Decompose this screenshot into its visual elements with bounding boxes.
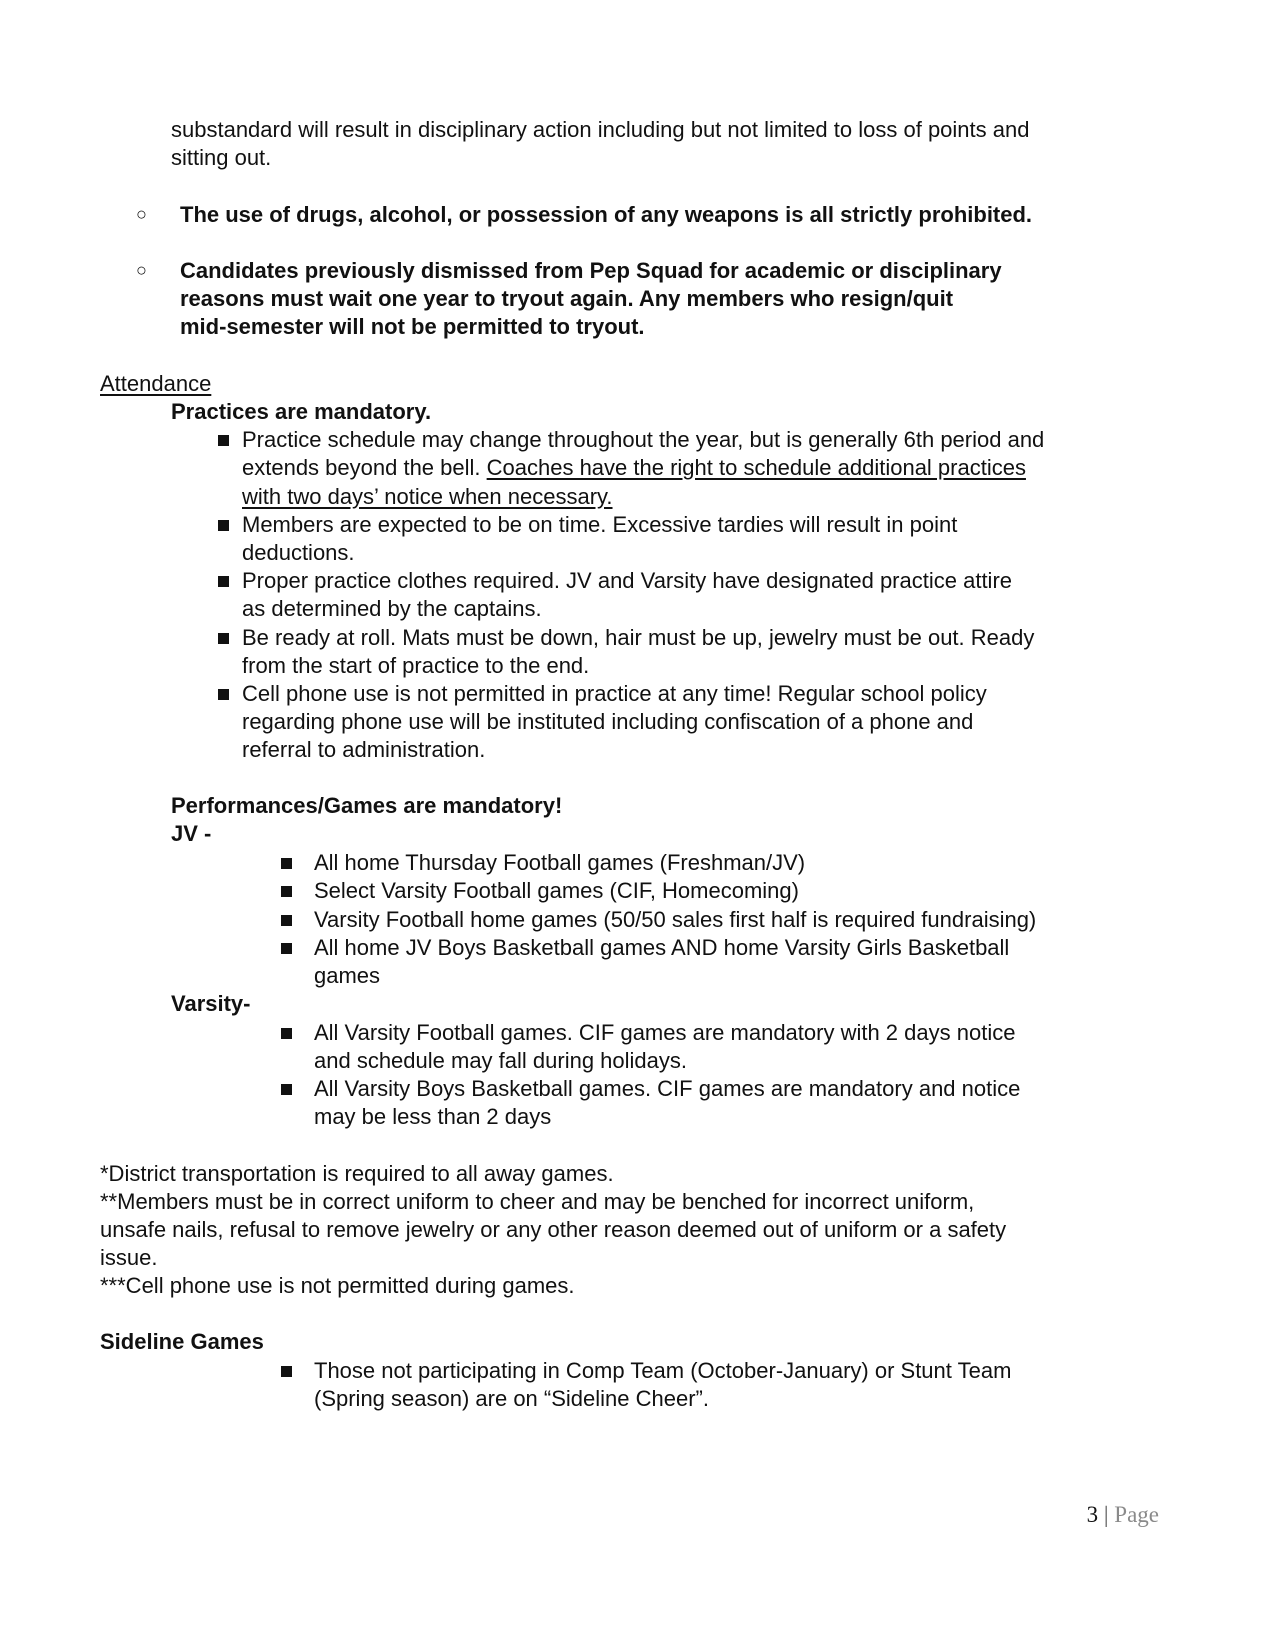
practice-item-text: regarding phone use will be instituted including confiscation of a phone and bbox=[242, 709, 974, 734]
rule-text: mid-semester will not be permitted to tryout. bbox=[180, 314, 645, 339]
rule-text: reasons must wait one year to tryout again. Any members who resign/quit bbox=[180, 286, 954, 311]
attendance-heading: Attendance bbox=[100, 371, 212, 396]
rule-text: Candidates previously dismissed from Pep Squad for academic or disciplinary bbox=[180, 258, 1002, 283]
circle-bullet-icon: ○ bbox=[136, 204, 147, 224]
circle-bullet-icon: ○ bbox=[136, 260, 147, 280]
jv-label: JV - bbox=[171, 821, 212, 846]
sideline-item-text: (Spring season) are on “Sideline Cheer”. bbox=[314, 1386, 709, 1411]
square-bullet-icon bbox=[281, 915, 292, 926]
practice-item-text: with two days’ notice when necessary. bbox=[242, 484, 613, 509]
practice-item-text: Cell phone use is not permitted in practice at any time! Regular school policy bbox=[242, 681, 987, 706]
square-bullet-icon bbox=[218, 520, 229, 531]
practice-item-text: referral to administration. bbox=[242, 737, 486, 762]
square-bullet-icon bbox=[218, 633, 229, 644]
square-bullet-icon bbox=[281, 1028, 292, 1039]
jv-item-text: All home JV Boys Basketball games AND home Varsity Girls Basketball bbox=[314, 935, 1010, 960]
jv-item-text: Select Varsity Football games (CIF, Homecoming) bbox=[314, 878, 799, 903]
square-bullet-icon bbox=[218, 576, 229, 587]
continuation-line: sitting out. bbox=[171, 145, 272, 170]
note-line: *District transportation is required to all away games. bbox=[100, 1161, 614, 1186]
continuation-line: substandard will result in disciplinary action including but not limited to loss of points and bbox=[171, 117, 1030, 142]
practice-item-text: Be ready at roll. Mats must be down, hair must be up, jewelry must be out. Ready bbox=[242, 625, 1035, 650]
practice-item-text: extends beyond the bell. Coaches have the right to schedule additional practices bbox=[242, 455, 1026, 480]
square-bullet-icon bbox=[281, 1366, 292, 1377]
page-label: Page bbox=[1114, 1502, 1159, 1527]
square-bullet-icon bbox=[281, 943, 292, 954]
square-bullet-icon bbox=[281, 858, 292, 869]
performances-heading: Performances/Games are mandatory! bbox=[171, 793, 563, 818]
varsity-item-text: All Varsity Football games. CIF games are mandatory with 2 days notice bbox=[314, 1020, 1016, 1045]
square-bullet-icon bbox=[281, 886, 292, 897]
note-line: issue. bbox=[100, 1245, 158, 1270]
varsity-item-text: All Varsity Boys Basketball games. CIF games are mandatory and notice bbox=[314, 1076, 1021, 1101]
note-line: unsafe nails, refusal to remove jewelry or any other reason deemed out of uniform or a safety bbox=[100, 1217, 1007, 1242]
practice-item-text: deductions. bbox=[242, 540, 355, 565]
sideline-item-text: Those not participating in Comp Team (October-January) or Stunt Team bbox=[314, 1358, 1012, 1383]
jv-item-text: All home Thursday Football games (Freshman/JV) bbox=[314, 850, 806, 875]
page-number: 3 bbox=[1086, 1502, 1099, 1527]
practice-item-text: Members are expected to be on time. Excessive tardies will result in point bbox=[242, 512, 958, 537]
note-line: ***Cell phone use is not permitted during games. bbox=[100, 1273, 575, 1298]
note-line: **Members must be in correct uniform to cheer and may be benched for incorrect uniform, bbox=[100, 1189, 975, 1214]
footer-separator: | bbox=[1103, 1502, 1109, 1527]
practice-item-text: Practice schedule may change throughout the year, but is generally 6th period and bbox=[242, 427, 1045, 452]
jv-item-text: Varsity Football home games (50/50 sales first half is required fundraising) bbox=[314, 907, 1037, 932]
square-bullet-icon bbox=[218, 435, 229, 446]
rule-text: The use of drugs, alcohol, or possession of any weapons is all strictly prohibited. bbox=[180, 202, 1033, 227]
practice-item-text: Proper practice clothes required. JV and Varsity have designated practice attire bbox=[242, 568, 1012, 593]
sideline-heading: Sideline Games bbox=[100, 1329, 264, 1354]
varsity-item-text: and schedule may fall during holidays. bbox=[314, 1048, 688, 1073]
practice-item-text: from the start of practice to the end. bbox=[242, 653, 590, 678]
varsity-item-text: may be less than 2 days bbox=[314, 1104, 552, 1129]
square-bullet-icon bbox=[218, 689, 229, 700]
square-bullet-icon bbox=[281, 1084, 292, 1095]
jv-item-text: games bbox=[314, 963, 381, 988]
practices-heading: Practices are mandatory. bbox=[171, 399, 432, 424]
practice-item-text: as determined by the captains. bbox=[242, 596, 542, 621]
varsity-label: Varsity- bbox=[171, 991, 251, 1016]
page-footer bbox=[1087, 1500, 1159, 1529]
coaches-notice-underlined: Coaches have the right to schedule additional practices bbox=[486, 455, 1026, 480]
